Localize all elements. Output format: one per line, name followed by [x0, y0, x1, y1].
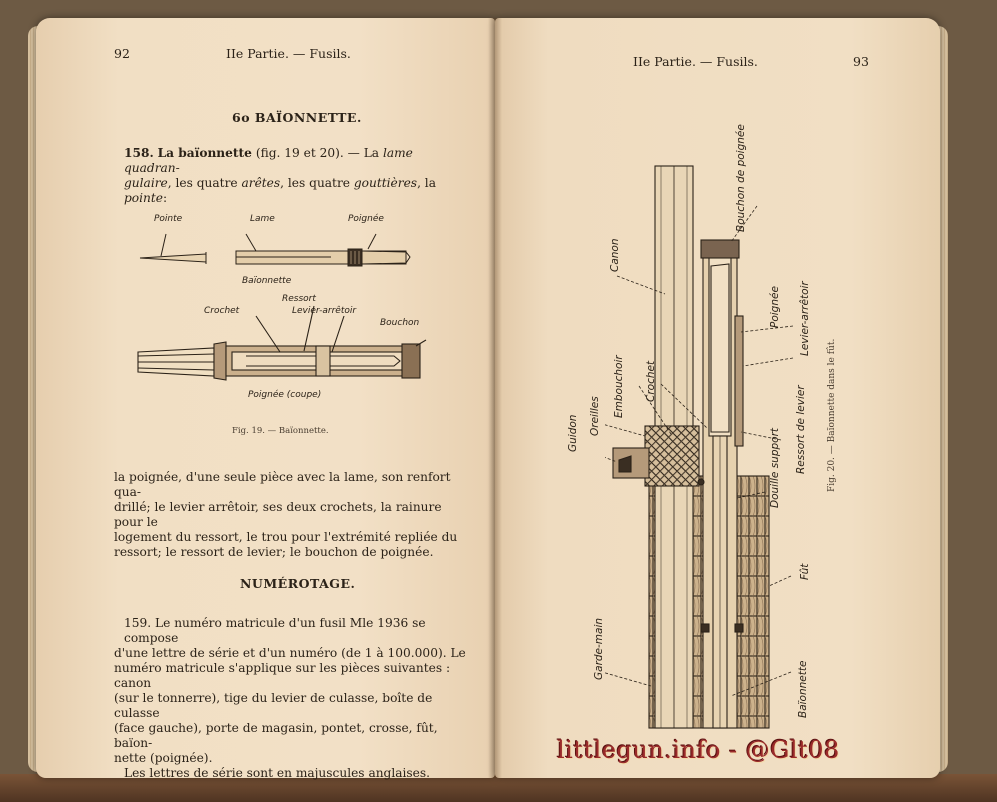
- label-bouchon-de-poignee: Bouchon de poignée: [735, 124, 747, 232]
- term-gouttieres: gouttières: [353, 176, 418, 190]
- text-line: nette (poignée).: [114, 751, 213, 765]
- text-line: drillé; le levier arrêtoir, ses deux crochets, la rainure pour le: [114, 500, 442, 529]
- term-aretes: arêtes: [241, 176, 281, 190]
- label-crochet: Crochet: [204, 306, 240, 316]
- label-bouchon: Bouchon: [380, 318, 420, 328]
- para-number-158: 158.: [124, 146, 154, 160]
- label-poignee-coupe: Poignée (coupe): [248, 390, 322, 400]
- running-header-left: IIe Partie. — Fusils.: [226, 46, 351, 61]
- para-lead-158: La baïonnette: [157, 146, 252, 160]
- label-lame: Lame: [250, 214, 275, 224]
- label-baionnette-r: Baïonnette: [797, 660, 809, 718]
- text-frag: , les quatre: [280, 176, 354, 190]
- text-line: Les lettres de série sont en majuscules anglaises.: [124, 766, 431, 780]
- label-oreilles: Oreilles: [589, 396, 601, 436]
- figure-19-drawing: [136, 206, 436, 406]
- label-guidon: Guidon: [567, 414, 579, 452]
- label-pointe: Pointe: [154, 214, 183, 224]
- label-crochet-r: Crochet: [645, 360, 657, 402]
- label-embouchoir: Embouchoir: [613, 355, 625, 418]
- paragraph-158: [124, 146, 469, 206]
- text-line: numéro matricule s'applique sur les pièces suivantes : canon: [114, 661, 451, 690]
- watermark-text: littlegun.info - @Glt08: [557, 736, 840, 764]
- label-levier-arretoir: Levier-arrêtoir: [292, 306, 357, 316]
- section-title-baionnette: 6o BAÏONNETTE.: [232, 110, 362, 125]
- text-line: 159. Le numéro matricule d'un fusil Mle 1936 se compose: [124, 616, 426, 645]
- paragraph-159: [114, 616, 479, 781]
- term-gulaire: gulaire: [124, 176, 168, 190]
- right-page: [495, 18, 940, 778]
- text-line: (face gauche), porte de magasin, pontet, crosse, fût, baïon-: [114, 721, 438, 750]
- label-fut: Fût: [799, 563, 811, 580]
- label-baionnette: Baïonnette: [242, 276, 292, 286]
- para-ref: (fig. 19 et 20). — La: [251, 146, 383, 160]
- label-ressort-de-levier: Ressort de levier: [795, 385, 807, 474]
- text-frag: , la: [417, 176, 436, 190]
- text-frag: , les quatre: [167, 176, 242, 190]
- text-line: (sur le tonnerre), tige du levier de culasse, boîte de culasse: [114, 691, 433, 720]
- page-number-right: 93: [853, 54, 869, 69]
- text-line: ressort; le ressort de levier; le bouchon de poignée.: [114, 545, 434, 559]
- running-header-right: IIe Partie. — Fusils.: [633, 54, 758, 69]
- label-levier-arretoir-r: Levier-arrêtoir: [799, 281, 811, 356]
- figure-20-caption: Fig. 20. — Baïonnette dans le fût.: [827, 338, 837, 492]
- label-poignee: Poignée: [348, 214, 384, 224]
- term-lame: lame quadran-: [124, 146, 413, 175]
- term-pointe: pointe: [124, 191, 163, 205]
- figure-19-caption: Fig. 19. — Baïonnette.: [232, 426, 329, 436]
- section-title-numerotage: NUMÉROTAGE.: [240, 576, 356, 591]
- text-frag: :: [163, 191, 168, 205]
- label-ressort: Ressort: [282, 294, 316, 304]
- label-garde-main: Garde-main: [593, 617, 605, 680]
- paragraph-continued: [114, 470, 474, 560]
- left-page: [36, 18, 495, 778]
- text-line: logement du ressort, le trou pour l'extrémité repliée du: [114, 530, 458, 544]
- text-line: la poignée, d'une seule pièce avec la lame, son renfort qua-: [114, 470, 451, 499]
- label-canon: Canon: [609, 238, 621, 272]
- book-gutter: [488, 18, 502, 778]
- label-poignee-r: Poignée: [769, 286, 781, 328]
- label-douille-support: Douille support: [769, 427, 781, 508]
- text-line: d'une lettre de série et d'un numéro (de 1 à 100.000). Le: [114, 646, 466, 660]
- page-number-left: 92: [114, 46, 130, 61]
